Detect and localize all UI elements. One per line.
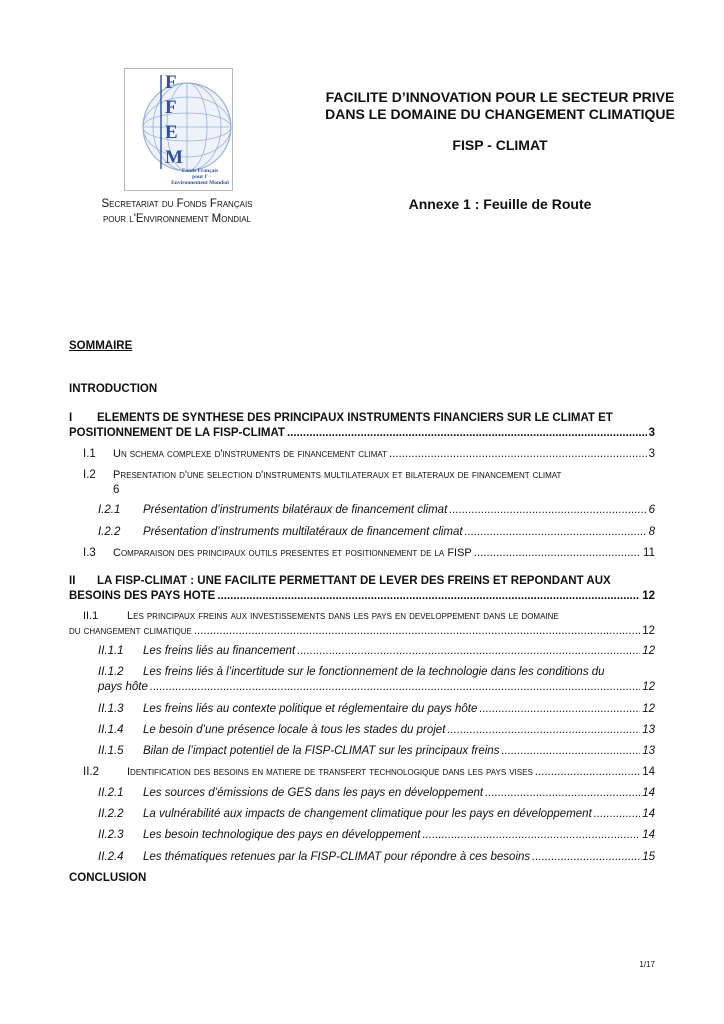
toc-page: 12 <box>642 590 655 602</box>
title-line-2: DANS LE DOMAINE DU CHANGEMENT CLIMATIQUE <box>325 106 675 122</box>
toc-item-ii15[interactable] <box>98 744 655 759</box>
toc-text: LA FISP-CLIMAT : UNE FACILITE PERMETTANT DE LEVER DES FREINS ET REPONDANT AUX <box>97 575 611 587</box>
document-title <box>310 89 690 154</box>
toc-text: Le besoin d’une présence locale à tous les stades du projet <box>143 724 446 736</box>
toc-text: Identification des besoins en matiere de transfert technologique dans les pays vises <box>127 766 533 778</box>
toc-item-i22[interactable] <box>98 525 655 540</box>
toc-num: II.1.3 <box>98 703 124 715</box>
logo-caption-3: Environnement Mondial <box>171 180 229 186</box>
toc-text: BESOINS DES PAYS HOTE <box>69 590 216 602</box>
toc-item-ii22[interactable] <box>98 807 655 822</box>
toc-leader <box>217 589 640 604</box>
toc-item-ii21[interactable] <box>98 786 655 801</box>
toc-item-ii11[interactable] <box>98 644 655 659</box>
toc-leader <box>150 680 640 695</box>
toc-heading: SOMMAIRE <box>69 340 133 352</box>
toc-text: POSITIONNEMENT DE LA FISP-CLIMAT <box>69 427 285 439</box>
toc-conclusion[interactable]: CONCLUSION <box>69 872 147 884</box>
toc-leader <box>287 426 647 441</box>
toc-leader <box>594 807 640 822</box>
toc-text: Présentation d’instruments multilatéraux de financement climat <box>143 526 463 538</box>
organization-name <box>62 197 292 227</box>
toc-text: Les freins liés à l’incertitude sur le fonctionnement de la technologie dans les conditions du <box>143 666 605 678</box>
toc-leader <box>194 624 640 639</box>
toc-item-ii13[interactable] <box>98 702 655 717</box>
toc-num: II.2.1 <box>98 787 124 799</box>
toc-item-ii24[interactable] <box>98 850 655 865</box>
toc-num: II <box>69 575 76 587</box>
toc-num: I.1 <box>83 448 96 460</box>
toc-page: 3 <box>648 448 655 460</box>
toc-num: I <box>69 412 73 424</box>
toc-text: La vulnérabilité aux impacts de changement climatique pour les pays en développement <box>143 808 592 820</box>
toc-leader <box>535 765 640 780</box>
toc-text: Presentation d'une selection d'instruments multilateraux et bilateraux de financement climat <box>113 469 562 481</box>
toc-num: II.2.4 <box>98 851 124 863</box>
toc-num: I.2 <box>83 469 96 481</box>
toc-item-i3[interactable] <box>83 546 655 561</box>
toc-num: II.2.3 <box>98 829 124 841</box>
org-line-1: Secretariat du Fonds Français <box>101 198 253 210</box>
toc-text: Les freins liés au contexte politique et réglementaire du pays hôte <box>143 703 478 715</box>
toc-page: 6 <box>113 484 120 496</box>
toc-num: II.1.5 <box>98 745 124 757</box>
toc-leader <box>297 644 640 659</box>
toc-section-1[interactable] <box>69 411 655 441</box>
ffem-logo <box>124 68 233 191</box>
toc-text: Les besoin technologique des pays en développement <box>143 829 421 841</box>
toc-section-2[interactable] <box>69 574 655 604</box>
toc-item-i21[interactable] <box>98 503 655 518</box>
toc-leader <box>474 546 641 561</box>
toc-page: 14 <box>642 787 655 799</box>
toc-num: II.1.2 <box>98 666 124 678</box>
toc-leader <box>532 850 640 865</box>
logo-letter-m: M <box>165 147 183 168</box>
toc-text: Un schema complexe d'instruments de financement climat <box>113 448 388 460</box>
toc-leader <box>449 503 646 518</box>
title-acronym: FISP - CLIMAT <box>452 137 548 153</box>
toc-page: 12 <box>642 625 655 637</box>
logo-letter-f1: F <box>165 72 177 93</box>
toc-text: du changement climatique <box>69 625 192 637</box>
toc-leader <box>479 702 640 717</box>
toc-num: II.1 <box>83 610 99 622</box>
toc-page: 14 <box>642 829 655 841</box>
toc-item-ii1[interactable] <box>69 609 655 639</box>
table-of-contents <box>69 340 655 884</box>
logo-caption-2: pour l' <box>192 174 208 180</box>
title-line-1: FACILITE D’INNOVATION POUR LE SECTEUR PRIVE <box>325 89 675 105</box>
toc-item-i2[interactable] <box>83 468 655 498</box>
toc-leader <box>389 447 647 462</box>
toc-page: 14 <box>642 808 655 820</box>
toc-text: pays hôte <box>98 681 148 693</box>
page-indicator: 1/17 <box>639 960 655 969</box>
toc-page: 12 <box>642 703 655 715</box>
toc-leader <box>465 525 647 540</box>
toc-text: Comparaison des principaux outils presentes et positionnement de la FISP <box>113 547 472 559</box>
toc-num: I.2.1 <box>98 504 121 516</box>
toc-page: 15 <box>642 851 655 863</box>
toc-num: II.1.1 <box>98 645 124 657</box>
toc-page: 14 <box>642 766 655 778</box>
toc-num: II.2 <box>83 766 99 778</box>
toc-introduction[interactable]: INTRODUCTION <box>69 383 158 395</box>
toc-item-ii14[interactable] <box>98 723 655 738</box>
toc-num: I.3 <box>83 547 96 559</box>
toc-leader <box>422 828 640 843</box>
annex-title: Annexe 1 : Feuille de Route <box>408 196 592 212</box>
toc-leader <box>485 786 640 801</box>
toc-item-ii23[interactable] <box>98 828 655 843</box>
toc-text: Présentation d’instruments bilatéraux de financement climat <box>143 504 448 516</box>
logo-letter-f2: F <box>165 97 177 118</box>
toc-page: 3 <box>648 427 655 439</box>
toc-num: II.1.4 <box>98 724 124 736</box>
toc-page: 8 <box>648 526 655 538</box>
toc-item-i1[interactable] <box>83 447 655 462</box>
toc-text: Les thématiques retenues par la FISP-CLIMAT pour répondre à ces besoins <box>143 851 531 863</box>
toc-page: 11 <box>643 547 655 559</box>
toc-leader <box>447 723 640 738</box>
toc-item-ii12[interactable] <box>98 665 655 695</box>
toc-page: 6 <box>648 504 655 516</box>
org-line-2: pour l'Environnement Mondial <box>102 213 252 225</box>
toc-page: 13 <box>642 745 655 757</box>
toc-num: II.2.2 <box>98 808 124 820</box>
toc-leader <box>501 744 640 759</box>
toc-text: Les sources d’émissions de GES dans les pays en développement <box>143 787 484 799</box>
toc-text: Bilan de l’impact potentiel de la FISP-CLIMAT sur les principaux freins <box>143 745 500 757</box>
logo-letter-e: E <box>165 122 178 143</box>
toc-text: Les freins liés au financement <box>143 645 296 657</box>
logo-caption-1: Fonds Français <box>181 168 219 174</box>
toc-item-ii2[interactable] <box>83 765 655 780</box>
toc-page: 12 <box>642 681 655 693</box>
toc-page: 13 <box>642 724 655 736</box>
toc-text: Les principaux freins aux investissements dans les pays en developpement dans le domaine <box>127 610 559 622</box>
toc-page: 12 <box>642 645 655 657</box>
toc-text: ELEMENTS DE SYNTHESE DES PRINCIPAUX INSTRUMENTS FINANCIERS SUR LE CLIMAT ET <box>97 412 613 424</box>
toc-num: I.2.2 <box>98 526 121 538</box>
